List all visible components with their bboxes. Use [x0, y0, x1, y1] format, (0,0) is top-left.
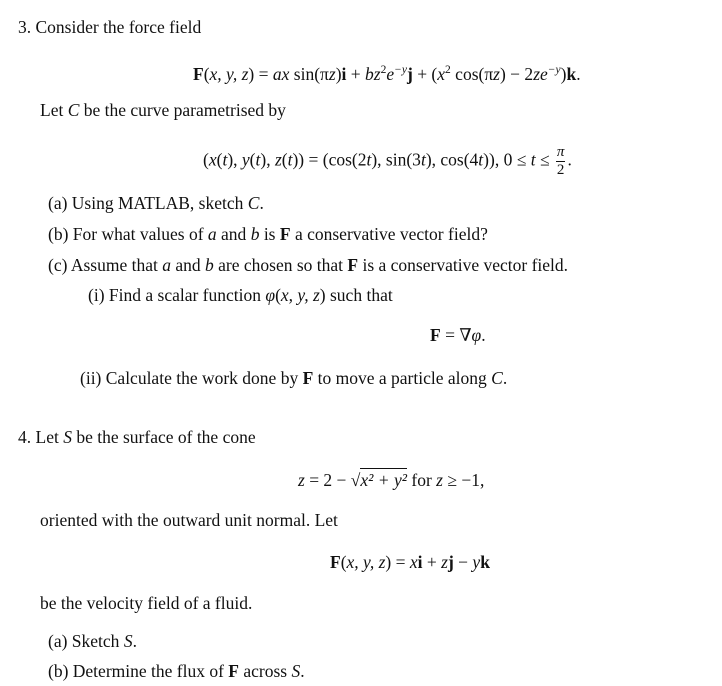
text-segment: and — [170, 255, 205, 275]
text-segment: is a conservative vector field. — [358, 255, 569, 275]
text-segment: t — [420, 149, 426, 170]
text-segment: 3. Consider the force field — [18, 17, 202, 37]
text-segment: z — [493, 64, 500, 84]
text-segment: b — [205, 255, 214, 275]
text-segment: for — [407, 470, 437, 490]
text-segment: φ — [265, 285, 276, 305]
text-segment: are chosen so that — [213, 255, 348, 275]
text-segment: t — [530, 149, 536, 170]
text-segment: F — [193, 64, 204, 84]
question-4b — [48, 660, 305, 682]
text-segment: x — [409, 552, 418, 572]
fraction-numerator: π — [556, 144, 565, 160]
text-segment: oriented with the outward unit normal. Let — [40, 510, 338, 530]
text-segment: S — [63, 427, 72, 447]
text-segment: C — [247, 193, 260, 213]
text-segment: e — [386, 64, 395, 84]
question-4-heading — [18, 426, 256, 448]
text-segment: t — [287, 149, 293, 170]
text-segment: + — [346, 64, 366, 84]
text-segment: t — [478, 149, 484, 170]
text-segment: Let — [40, 100, 68, 120]
text-segment: ( — [216, 149, 223, 170]
text-segment: S — [291, 661, 301, 681]
text-segment: F — [330, 552, 341, 572]
text-segment: 2 — [445, 64, 451, 76]
text-segment: C — [67, 100, 80, 120]
text-segment: is — [259, 224, 280, 244]
text-segment: ( — [275, 285, 281, 305]
text-segment: 4. Let — [18, 427, 64, 447]
text-segment: ( — [340, 552, 347, 572]
text-segment: (a) Sketch — [48, 631, 124, 651]
text-segment: x — [208, 149, 217, 170]
text-segment: z — [274, 149, 282, 170]
text-segment: ), — [260, 149, 275, 170]
text-segment: (a) Using MATLAB, sketch — [48, 193, 248, 213]
text-segment: C — [491, 368, 503, 388]
text-segment: and — [216, 224, 251, 244]
text-segment: a — [207, 224, 217, 244]
text-segment: x² + y² — [360, 470, 407, 490]
velocity-field-equation — [330, 551, 490, 573]
text-segment: . — [259, 193, 264, 213]
text-segment: y — [472, 552, 481, 572]
text-segment: a conservative vector field? — [290, 224, 488, 244]
text-segment: ( — [281, 149, 288, 170]
text-segment: a — [162, 255, 171, 275]
text-segment: cos(π — [450, 64, 494, 84]
text-segment: x, y, z — [280, 285, 320, 305]
text-segment: ), — [227, 149, 242, 170]
text-segment: (b) Determine the flux of — [48, 661, 229, 681]
text-segment: t — [366, 149, 372, 170]
force-field-equation — [193, 59, 581, 85]
text-segment: = ∇ — [440, 325, 472, 345]
text-segment: φ — [471, 325, 482, 345]
text-segment: bz — [365, 64, 381, 84]
text-segment: F — [430, 325, 441, 345]
text-segment: x — [437, 64, 446, 84]
fraction-denominator: 2 — [556, 162, 565, 178]
question-3b — [48, 223, 488, 245]
text-segment: )), 0 ≤ — [483, 149, 531, 170]
text-segment: j — [447, 552, 454, 572]
text-segment: . — [300, 661, 305, 681]
text-segment: = 2 − √ — [304, 470, 361, 490]
text-segment: i — [341, 64, 347, 84]
text-segment: . — [567, 149, 572, 170]
curve-parametrisation-equation — [203, 144, 572, 179]
text-segment: (b) For what values of — [48, 224, 208, 244]
text-segment: z — [436, 470, 443, 490]
text-segment: F — [347, 255, 359, 275]
text-segment: i — [417, 552, 423, 572]
text-segment: ) = — [248, 64, 273, 84]
fraction — [556, 144, 566, 179]
text-segment: across — [238, 661, 292, 681]
question-3c — [48, 254, 568, 276]
text-segment: z — [441, 552, 448, 572]
orientation-text — [40, 509, 338, 531]
text-segment: ), cos(4 — [425, 149, 479, 170]
text-segment: ( — [203, 149, 209, 170]
question-3c-i — [88, 284, 393, 306]
question-3c-ii — [80, 367, 507, 389]
text-segment: (c) Assume that — [48, 255, 163, 275]
text-segment: . — [481, 325, 486, 345]
question-4a — [48, 630, 137, 652]
cone-equation — [298, 469, 484, 491]
text-segment: − — [453, 552, 473, 572]
text-segment: F — [302, 368, 314, 388]
text-segment: . — [576, 64, 581, 84]
text-segment: be the curve parametrised by — [79, 100, 286, 120]
text-segment: ( — [203, 64, 210, 84]
text-segment: to move a particle along — [313, 368, 492, 388]
gradient-equation — [430, 324, 486, 346]
text-segment: + ( — [412, 64, 438, 84]
text-segment: be the velocity field of a fluid. — [40, 593, 253, 613]
text-segment: 2 — [380, 64, 387, 76]
text-segment: ) such that — [319, 285, 393, 305]
text-segment: )) = (cos(2 — [292, 149, 367, 170]
text-segment: −y — [394, 64, 407, 76]
text-segment: k — [480, 552, 490, 572]
text-segment: t — [255, 149, 261, 170]
text-segment: z — [328, 64, 336, 84]
text-segment: ) — [335, 64, 342, 84]
text-segment: j — [406, 64, 413, 84]
text-segment: (ii) Calculate the work done by — [80, 368, 303, 388]
text-segment: (i) Find a scalar function — [88, 285, 266, 305]
text-segment: z — [298, 470, 305, 490]
question-3a — [48, 192, 264, 214]
text-segment: k — [566, 64, 577, 84]
text-segment: F — [228, 661, 239, 681]
text-segment: . — [502, 368, 508, 388]
curve-intro-text — [40, 99, 286, 121]
question-3-heading — [18, 16, 201, 38]
text-segment: ze — [533, 64, 548, 84]
text-segment: + — [422, 552, 442, 572]
text-segment: −y — [547, 64, 561, 76]
text-segment: b — [250, 224, 260, 244]
text-segment: F — [279, 224, 291, 244]
text-segment: x, y, z — [209, 64, 249, 84]
text-segment: ≥ −1, — [442, 470, 485, 490]
velocity-field-text — [40, 592, 252, 614]
text-segment: x, y, z — [346, 552, 386, 572]
text-segment: . — [132, 631, 137, 651]
text-segment: be the surface of the cone — [71, 427, 256, 447]
text-segment: ) = — [385, 552, 410, 572]
text-segment: S — [123, 631, 133, 651]
text-segment: ax — [272, 64, 290, 84]
text-segment: ) − 2 — [499, 64, 534, 84]
text-segment: ≤ — [535, 149, 554, 170]
text-segment: ), sin(3 — [371, 149, 421, 170]
text-segment: sin(π — [289, 64, 329, 84]
text-segment: ( — [249, 149, 256, 170]
text-segment: ) — [560, 64, 567, 84]
text-segment: y — [241, 149, 250, 170]
text-segment: t — [222, 149, 228, 170]
